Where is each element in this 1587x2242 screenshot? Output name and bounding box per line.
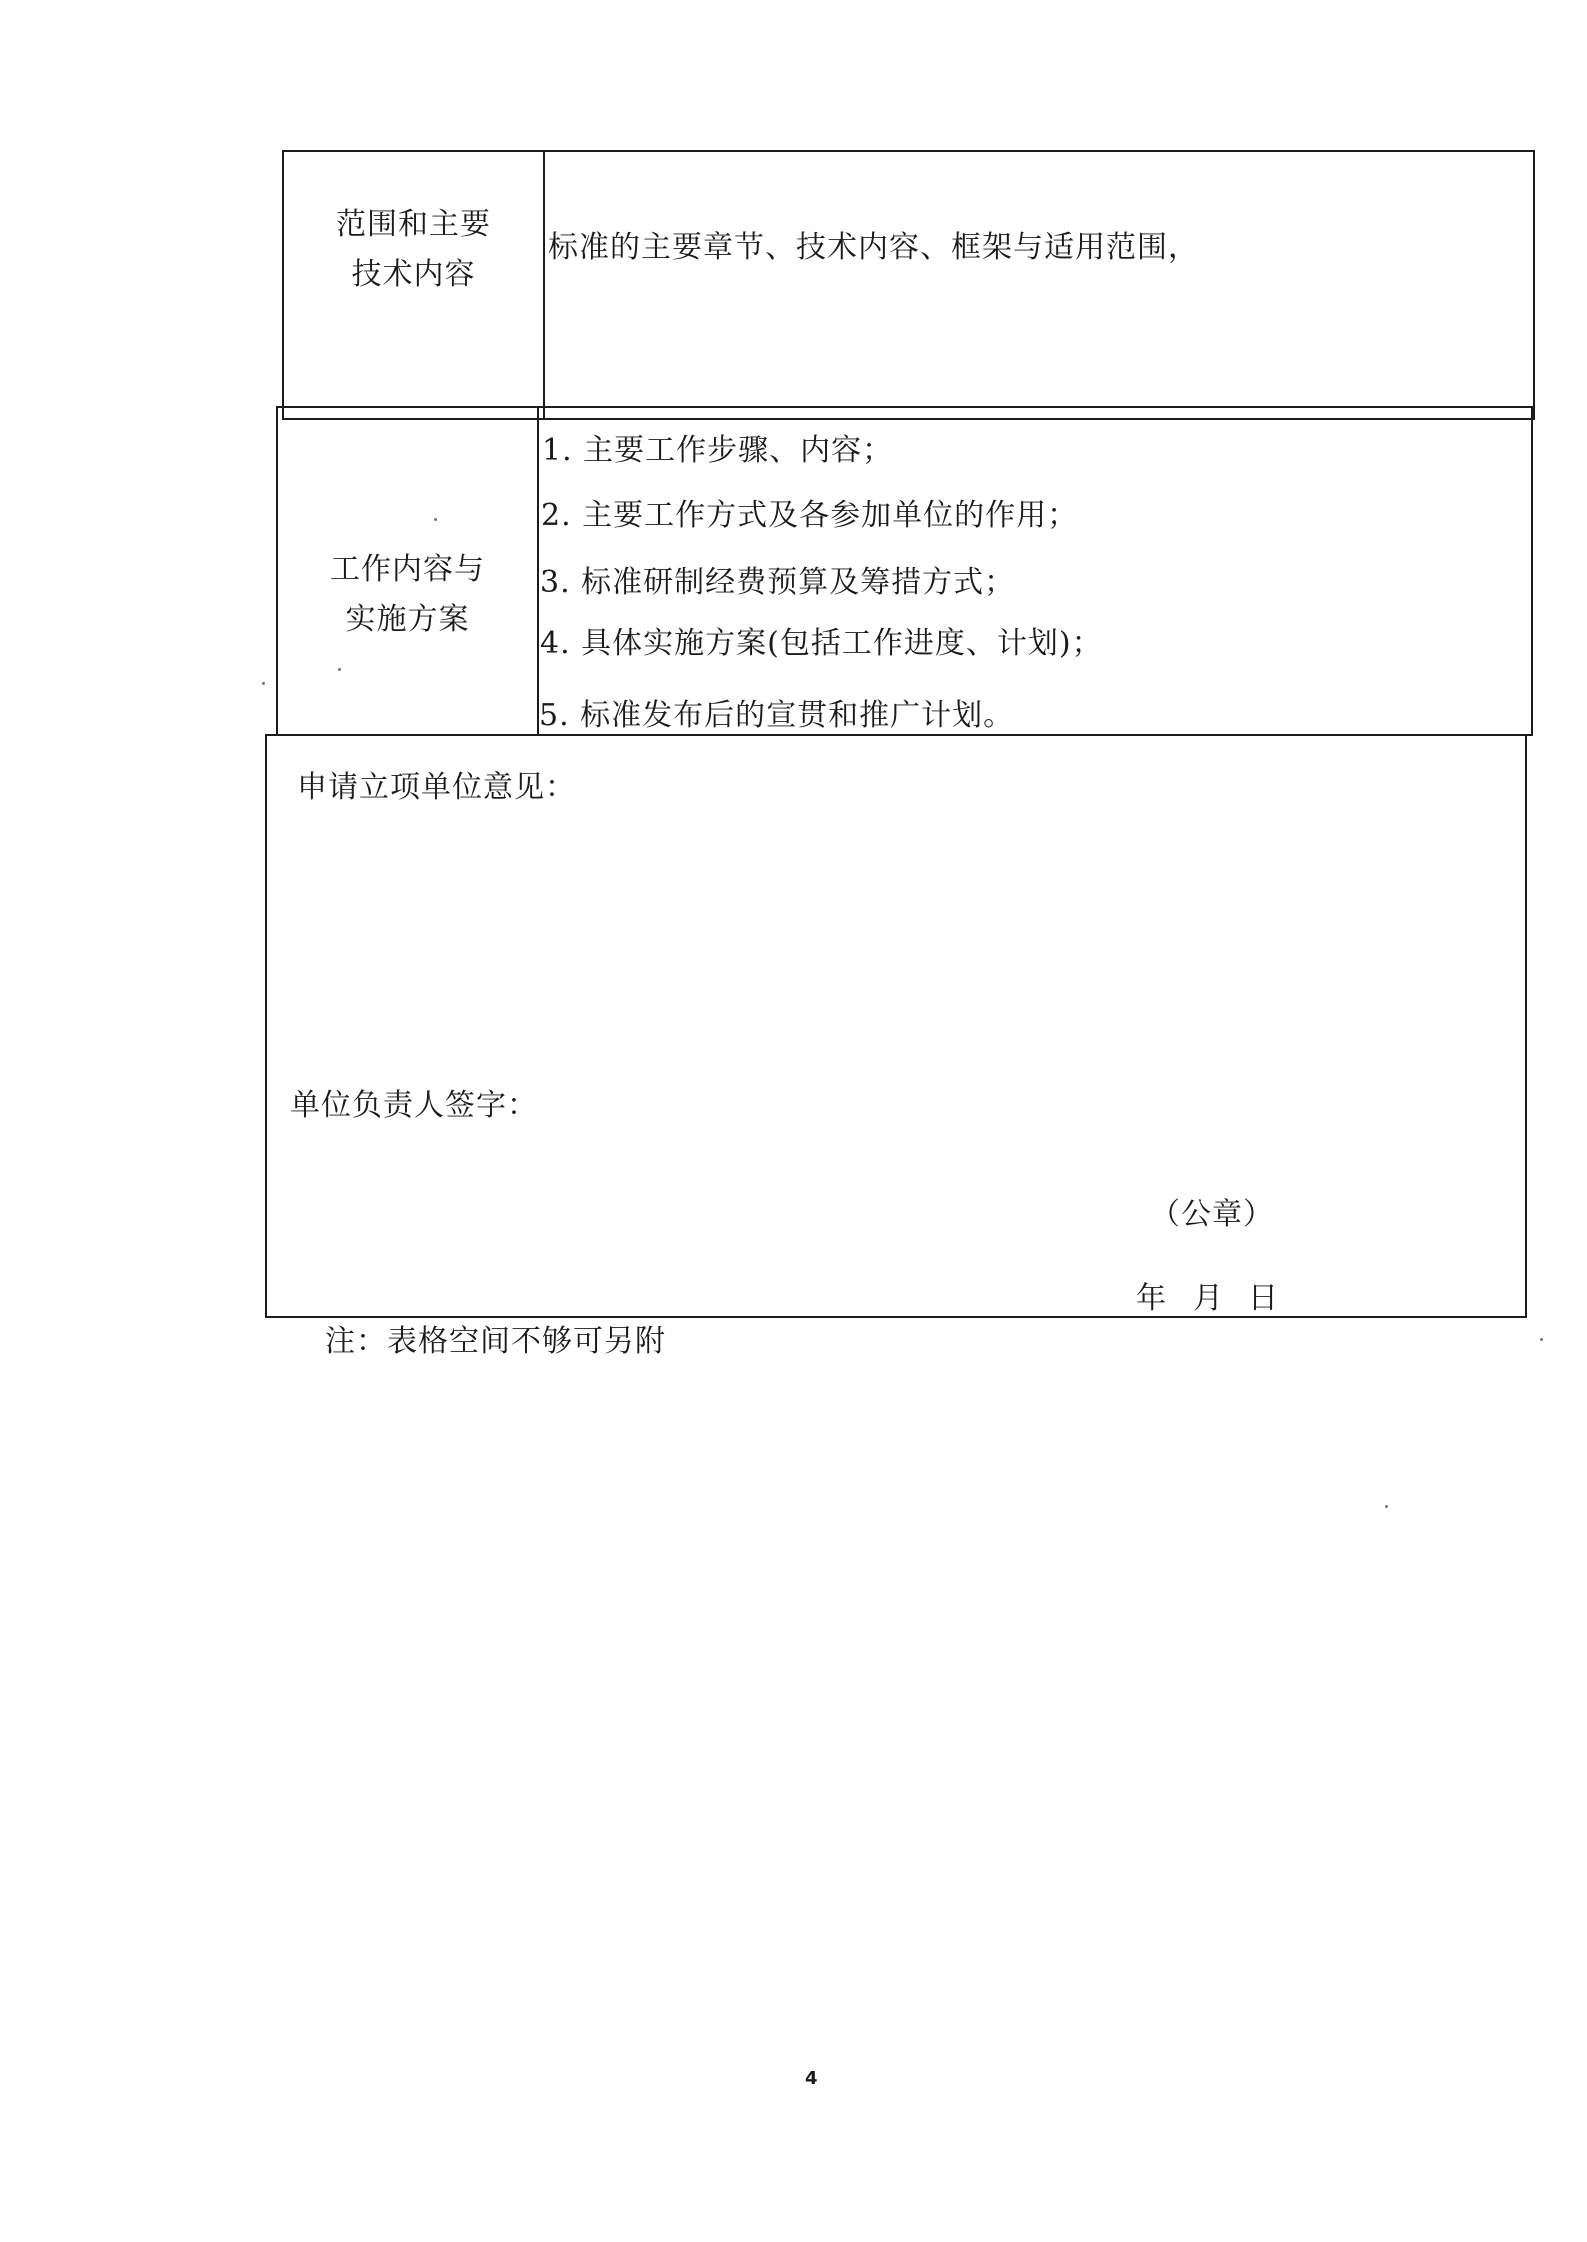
seal-label: （公章） <box>1150 1197 1274 1232</box>
scan-speck <box>434 518 437 521</box>
footnote: 注：表格空间不够可另附 <box>325 1324 666 1359</box>
scan-speck <box>262 682 265 685</box>
work-plan-item-2: 2. 主要工作方式及各参加单位的作用； <box>541 498 1079 533</box>
opinion-label: 申请立项单位意见： <box>297 770 576 805</box>
date-day: 日 <box>1248 1281 1279 1316</box>
work-plan-label-line2: 实施方案 <box>345 602 470 637</box>
date-month: 月 <box>1193 1281 1224 1316</box>
work-plan-item-4: 4. 具体实施方案(包括工作进度、计划)； <box>540 626 1103 661</box>
work-plan-item-5: 5. 标准发布后的宣贯和推广计划。 <box>539 698 1015 733</box>
scope-column-divider <box>543 150 545 420</box>
page-number: 4 <box>805 2068 818 2089</box>
scope-content: 标准的主要章节、技术内容、框架与适用范围， <box>548 230 1199 265</box>
work-plan-label <box>278 545 537 645</box>
scope-label-line2: 技术内容 <box>351 257 476 292</box>
signature-label: 单位负责人签字： <box>290 1088 538 1123</box>
date-year: 年 <box>1136 1281 1167 1316</box>
work-plan-column-divider <box>537 406 539 736</box>
scope-label <box>284 200 543 300</box>
scan-speck <box>338 668 341 671</box>
scan-speck <box>1385 1505 1388 1508</box>
work-plan-item-3: 3. 标准研制经费预算及筹措方式； <box>540 565 1016 600</box>
scan-speck <box>1540 1338 1543 1341</box>
work-plan-label-line1: 工作内容与 <box>330 552 485 587</box>
approval-section <box>265 734 1527 1318</box>
work-plan-item-1: 1. 主要工作步骤、内容； <box>542 433 894 468</box>
scope-label-line1: 范围和主要 <box>336 207 491 242</box>
